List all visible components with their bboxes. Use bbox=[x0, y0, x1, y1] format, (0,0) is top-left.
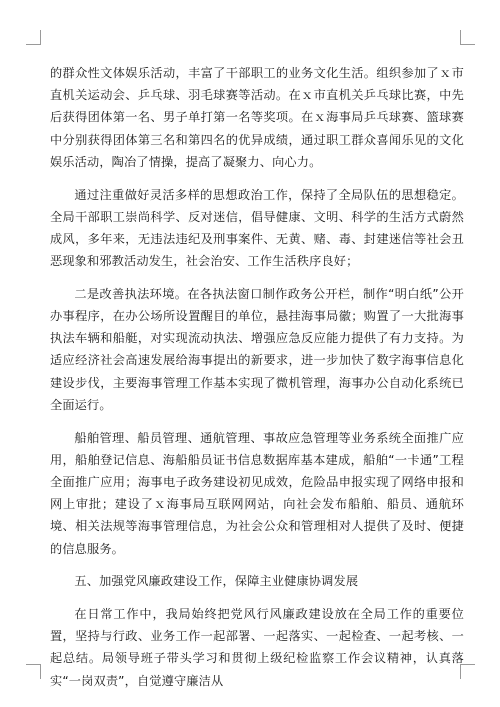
paragraph: 船舶管理、船员管理、通航管理、事故应急管理等业务系统全面推广应用，船舶登记信息、海船船员证书信息数据库基本建成，船舶“一卡通”工程全面推广应用；海事电子政务建设初见成效，危险品申报实现了网络申报和网上审批；建设了ｘ海事局互联网网站，向社会发布船舶、船员、通航环境、相关法规等海事管理信息，为社会公众和管理相对人提供了及时、便捷的信息服务。 bbox=[50, 430, 464, 556]
paragraph: 在日常工作中，我局始终把党风行风廉政建设放在全局工作的重要位置，坚持与行政、业务工作一起部署、一起落实、一起检查、一起考核、一起总结。局领导班子带头学习和贯彻上级纪检监察工作会议精神，认真落实“一岗双责”，自觉遵守廉洁从 bbox=[50, 606, 464, 688]
section-heading: 五、加强党风廉政建设工作，保障主业健康协调发展 bbox=[74, 574, 359, 589]
document-body bbox=[50, 62, 464, 702]
crop-mark-bottom-left bbox=[26, 664, 41, 679]
paragraph-continuation: 的群众性文体娱乐活动，丰富了干部职工的业务文化生活。组织参加了ｘ市直机关运动会、乒乓球、羽毛球赛等活动。在ｘ市直机关乒乓球比赛，中先后获得团体第一名、男子单打第一名等奖项。在ｘ海事局乒乓球赛、篮球赛中分别获得团体第三名和第四名的优异成绩，通过职工群众喜闻乐见的文化娱乐活动，陶冶了情操，提高了凝聚力、向心力。 bbox=[50, 66, 464, 169]
paragraph: 二是改善执法环境。在各执法窗口制作政务公开栏，制作“明白纸”公开办事程序，在办公场所设置醒目的单位，悬挂海事局徽；购置了一大批海事执法车辆和船艇，对实现流动执法、增强应急反应能力提供了有力支持。为适应经济社会高速发展给海事提出的新要求，进一步加快了数字海事信息化建设步伐，主要海事管理工作基本实现了微机管理，海事办公自动化系统已全面运行。 bbox=[50, 286, 464, 412]
crop-mark-top-left bbox=[26, 30, 41, 45]
paragraph: 通过注重做好灵活多样的思想政治工作，保持了全局队伍的思想稳定。全局干部职工崇尚科学、反对迷信，倡导健康、文明、科学的生活方式蔚然成风，多年来，无违法违纪及刑事案件、无黄、赌、毒、封建迷信等社会丑恶现象和邪教活动发生，社会治安、工作生活秩序良好； bbox=[50, 187, 464, 269]
crop-mark-top-right bbox=[460, 30, 475, 45]
